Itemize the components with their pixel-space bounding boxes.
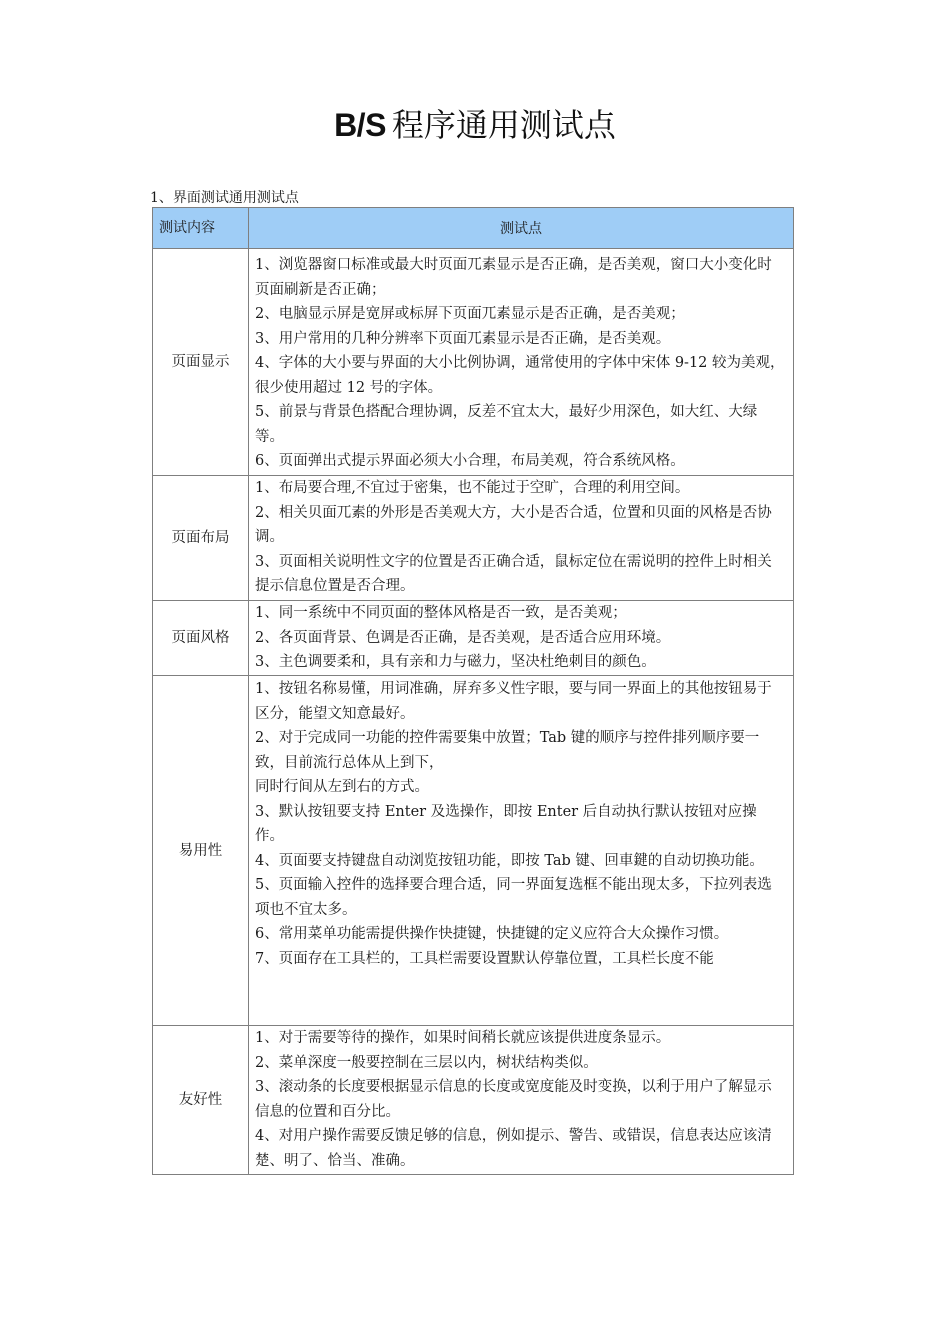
point-text: 3、主色调要柔和，具有亲和力与磁力，坚决杜绝刺目的颜色。 [255, 654, 656, 670]
category-cell [153, 601, 249, 676]
point-text: 1、同一系统中不同页面的整体风格是否一致，是否美观； [255, 605, 627, 621]
point-text: 同时行间从左到右的方式。 [255, 779, 429, 795]
point-text: 6、页面弹出式提示界面必须大小合理，布局美观，符合系统风格。 [255, 453, 685, 469]
point-text: 3、默认按钮要支持 Enter 及选操作，即按 Enter 后自动执行默认按钮对应操作。 [255, 803, 757, 844]
point-text: 2、各页面背景、色调是否正确，是否美观，是否适合应用环境。 [255, 629, 671, 646]
points-cell [249, 676, 794, 1026]
table-header-row [153, 208, 794, 249]
category-cell [153, 476, 249, 601]
table-row [153, 249, 794, 476]
point-text: 4、页面要支持键盘自动浏览按钮功能，即按 Tab 键、回車鍵的自动切换功能。 [255, 852, 764, 869]
points-cell [249, 249, 794, 476]
category-label: 友好性 [178, 1092, 223, 1108]
point-text: 2、相关贝面兀素的外形是否美观大方，大小是否合适，位置和贝面的风格是否协调。 [255, 504, 772, 545]
category-label: 页面显示 [171, 354, 230, 370]
table-row [153, 676, 794, 1026]
points-cell [249, 601, 794, 676]
point-text: 3、用户常用的几种分辨率下页面兀素显示是否正确，是否美观。 [255, 330, 671, 347]
point-text: 4、对用户操作需要反馈足够的信息，例如提示、警告、或错误，信息表达应该清楚、明了、恰当、准确。 [255, 1128, 772, 1169]
test-points-table-container [152, 207, 794, 1174]
category-cell [153, 249, 249, 476]
point-text: 2、对于完成同一功能的控件需要集中放置；Tab 键的顺序与控件排列顺序要一致，目前流行总体从上到下， [255, 730, 760, 771]
point-text: 2、电脑显示屏是宽屏或标屏下页面兀素显示是否正确，是否美观； [255, 306, 685, 322]
point-text: 2、菜单深度一般要控制在三层以内，树状结构类似。 [255, 1054, 598, 1071]
category-cell [153, 676, 249, 1026]
point-text: 1、浏览器窗口标准或最大时页面兀素显示是否正确，是否美观，窗口大小变化时页面刷新是否正确； [255, 257, 772, 298]
category-label: 页面风格 [171, 630, 230, 646]
header-points: 测试点 [249, 208, 794, 249]
point-text: 3、页面相关说明性文字的位置是否正确合适，鼠标定位在需说明的控件上时相关提示信息位置是否合理。 [255, 553, 772, 594]
points-cell [249, 1026, 794, 1175]
point-text: 1、按钮名称易懂，用词准确，屏弃多义性字眼，要与同一界面上的其他按钮易于区分，能望文知意最好。 [255, 681, 772, 722]
point-text: 6、常用菜单功能需提供操作快捷键，快捷键的定义应符合大众操作习惯。 [255, 926, 729, 942]
point-text: 7、页面存在工具栏的，工具栏需要设置默认停靠位置，工具栏长度不能 [255, 950, 714, 967]
point-text: 4、字体的大小要与界面的大小比例协调，通常使用的字体中宋体 9-12 较为美观，很少使用超过 12 号的字体。 [255, 355, 785, 396]
section-heading: 1、界面测试通用测试点 [150, 190, 299, 206]
category-label: 易用性 [178, 842, 223, 859]
category-label: 页面布局 [171, 530, 230, 546]
table-row [153, 601, 794, 676]
header-category: 测试内容 [153, 208, 249, 249]
point-text: 5、页面输入控件的选择要合理合适，同一界面复选框不能出现太多，下拉列表选项也不宜太多。 [255, 877, 772, 918]
test-points-table [152, 207, 794, 1175]
title-latin: B/S [334, 107, 386, 143]
document-title [0, 100, 950, 150]
point-text: 3、滚动条的长度要根据显示信息的长度或宽度能及时变换，以利于用户了解显示信息的位置和百分比。 [255, 1079, 772, 1120]
points-cell [249, 476, 794, 601]
point-text: 5、前景与背景色搭配合理协调，反差不宜太大，最好少用深色，如大红、大绿等。 [255, 404, 758, 445]
point-text: 1、对于需要等待的操作，如果时间稍长就应该提供进度条显示。 [255, 1030, 671, 1046]
title-cjk: 程序通用测试点 [391, 106, 616, 144]
table-row [153, 476, 794, 601]
category-cell [153, 1026, 249, 1175]
point-text: 1、布局要合理,不宜过于密集，也不能过于空旷，合理的利用空间。 [255, 480, 690, 496]
table-row [153, 1026, 794, 1175]
